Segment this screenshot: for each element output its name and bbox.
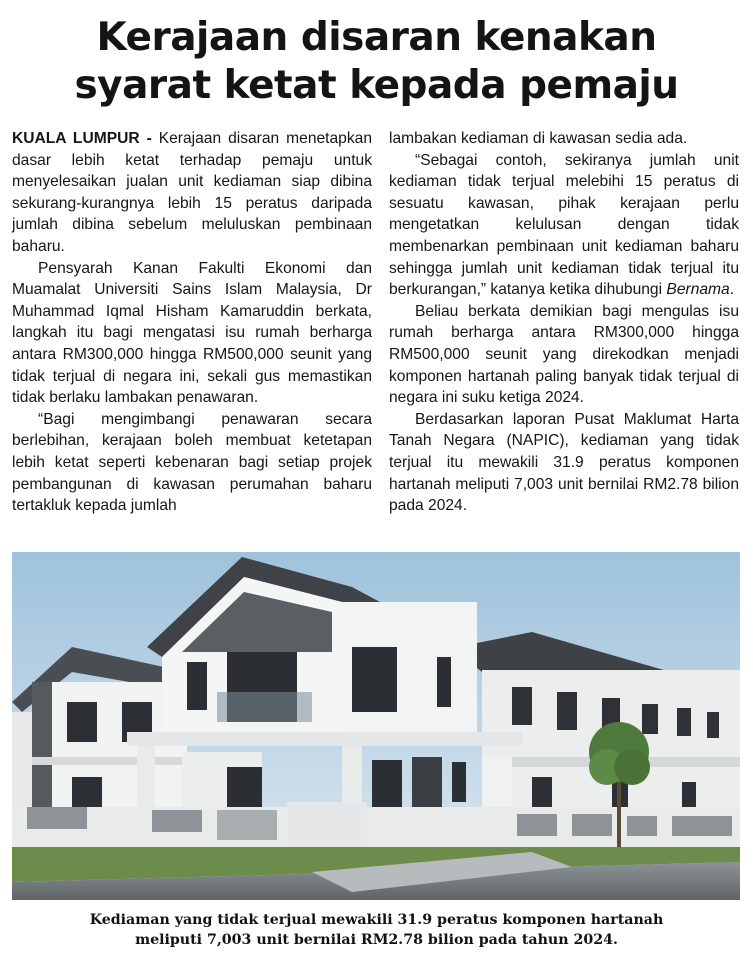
quote-text: “Sebagai contoh, sekiranya jumlah unit kediaman tidak terjual melebihi 15 peratus di sesuatu kawasan, pihak kerajaan perlu mengetatkan kelulusan dengan tidak membenarkan pembinaan unit kediaman baharu sehingga jumlah unit kediaman tidak terjual itu berkurangan,” katanya ketika dihubungi (389, 151, 739, 299)
quote-end: . (729, 281, 735, 299)
headline-line-2: syarat ketat kepada pemaju (74, 63, 679, 108)
dateline: KUALA LUMPUR - (12, 130, 152, 147)
article-column-left (12, 128, 372, 517)
caption-line-2: meliputi 7,003 unit bernilai RM2.78 bilion pada tahun 2024. (135, 932, 618, 948)
caption-line-1: Kediaman yang tidak terjual mewakili 31.9 peratus komponen hartanah (89, 912, 664, 928)
housing-photo (12, 552, 740, 900)
article-paragraph-1 (12, 128, 372, 258)
article-paragraph-2: Pensyarah Kanan Fakulti Ekonomi dan Muamalat Universiti Sains Islam Malaysia, Dr Muhammad Iqmal Hisham Kamaruddin berkata, langkah itu bagi mengatasi isu rumah berharga antara RM300,000 hingga RM500,000 seunit yang tidak terjual di negara ini, sekali gus memastikan tidak berlaku lambakan penawaran. (12, 259, 372, 407)
article-column-right (389, 128, 739, 517)
photo-caption (0, 910, 753, 950)
article-paragraph-6: Berdasarkan laporan Pusat Maklumat Harta Tanah Negara (NAPIC), kediaman yang tidak terjual itu mewakili 31.9 peratus komponen hartanah meliputi 7,003 unit bernilai RM2.78 bilion pada 2024. (389, 410, 739, 515)
headline (0, 14, 753, 110)
source-name: Bernama (666, 281, 730, 299)
paragraph-text-1: Kerajaan disaran menetapkan dasar lebih ketat terhadap pemaju untuk menyelesaikan jualan unit kediaman siap dibina sekurang-kurangnya lebih 15 peratus daripada jumlah dibina sebelum meluluskan pembinaan baharu. (12, 130, 372, 255)
article-paragraph-3-continued: lambakan kediaman di kawasan sedia ada. (389, 130, 688, 147)
article-paragraph-4 (389, 150, 739, 301)
terrace-houses-illustration (12, 552, 740, 900)
headline-line-1: Kerajaan disaran kenakan (96, 15, 657, 60)
article-paragraph-3: “Bagi mengimbangi penawaran secara berlebihan, kerajaan boleh membuat ketetapan lebih ketat seperti kebenaran bagi setiap projek pembangunan di kawasan perumahan baharu tertakluk kepada jumlah (12, 410, 372, 515)
article-paragraph-5: Beliau berkata demikian bagi mengulas isu rumah berharga antara RM300,000 hingga RM500,000 seunit yang direkodkan menjadi komponen hartanah paling banyak tidak terjual di negara ini suku ketiga 2024. (389, 302, 739, 407)
